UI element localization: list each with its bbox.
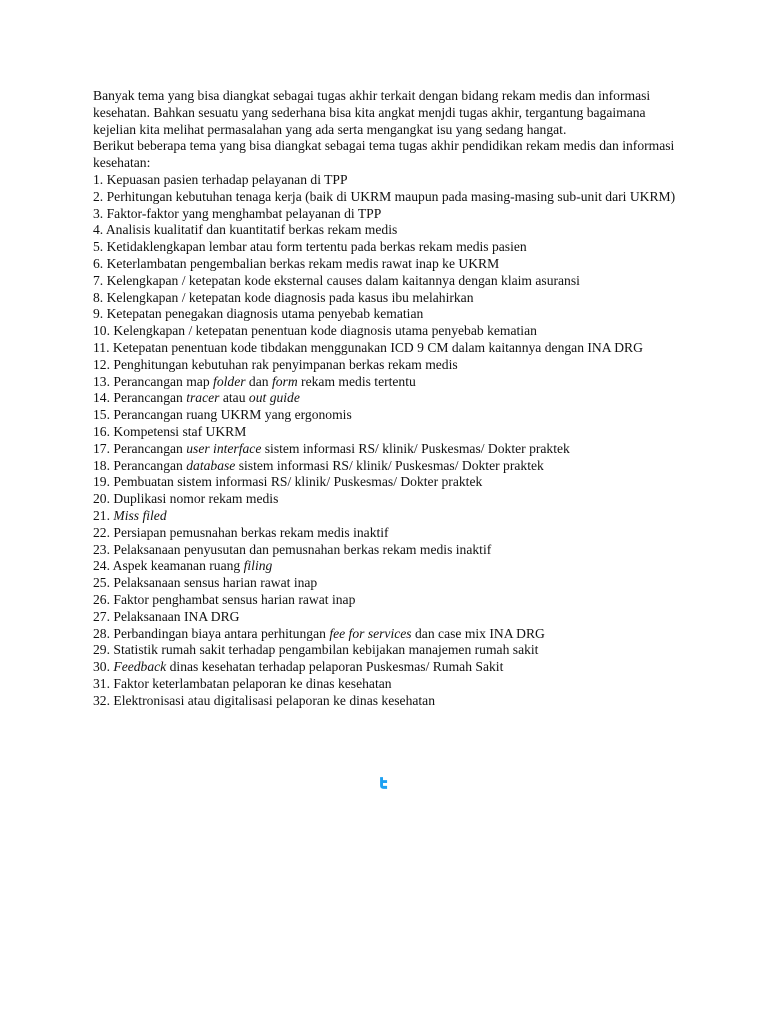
topic-list (93, 172, 683, 710)
topic-item-text: sistem informasi RS/ klinik/ Puskesmas/ Dokter praktek (235, 457, 544, 473)
topic-item (93, 424, 683, 441)
topic-item (93, 676, 683, 693)
topic-item-text: 5. Ketidaklengkapan lembar atau form tertentu pada berkas rekam medis pasien (93, 239, 527, 255)
topic-item-text: 20. Duplikasi nomor rekam medis (93, 491, 279, 507)
topic-item-text: dinas kesehatan terhadap pelaporan Puskesmas/ Rumah Sakit (166, 659, 504, 675)
intro-list-lead: Berikut beberapa tema yang bisa diangkat sebagai tema tugas akhir pendidikan rekam medis dan informasi kesehatan: (93, 138, 675, 171)
topic-item-text: 21. (93, 507, 114, 523)
topic-item-text: 18. Perancangan (93, 457, 187, 473)
topic-item-text: 29. Statistik rumah sakit terhadap pengambilan kebijakan manajemen rumah sakit (93, 642, 539, 658)
topic-item-text: sistem informasi RS/ klinik/ Puskesmas/ Dokter praktek (261, 440, 570, 456)
topic-item-text: 4. Analisis kualitatif dan kuantitatif berkas rekam medis (93, 222, 398, 238)
topic-item (93, 558, 683, 575)
topic-item (93, 525, 683, 542)
topic-item (93, 374, 683, 391)
topic-item-text: 13. Perancangan map (93, 373, 214, 389)
topic-item-text: 3. Faktor-faktor yang menghambat pelayanan di TPP (93, 205, 382, 221)
topic-item (93, 458, 683, 475)
topic-item-emphasis: database (186, 457, 236, 473)
topic-item (93, 659, 683, 676)
topic-item-text: 27. Pelaksanaan INA DRG (93, 608, 240, 624)
topic-item (93, 474, 683, 491)
intro-paragraph: Banyak tema yang bisa diangkat sebagai tugas akhir terkait dengan bidang rekam medis dan informasi kesehatan. Bahkan sesuatu yang sederhana bisa kita angkat menjdi tugas akhir, tergantung bagaimana kejelian kita melihat permasalahan yang ada serta mengangkat isu yang sedang hangat. (93, 88, 651, 137)
topic-item-text: 16. Kompetensi staf UKRM (93, 423, 247, 439)
topic-item-text: 25. Pelaksanaan sensus harian rawat inap (93, 575, 318, 591)
topic-item-text: 1. Kepuasan pasien terhadap pelayanan di TPP (93, 171, 348, 187)
topic-item (93, 609, 683, 626)
topic-item (93, 407, 683, 424)
topic-item-emphasis: filing (243, 558, 273, 574)
topic-item (93, 340, 683, 357)
topic-item-text: dan case mix INA DRG (411, 625, 545, 641)
topic-item-text: 22. Persiapan pemusnahan berkas rekam medis inaktif (93, 524, 389, 540)
topic-item-text: 31. Faktor keterlambatan pelaporan ke dinas kesehatan (93, 675, 392, 691)
topic-item (93, 290, 683, 307)
topic-item (93, 239, 683, 256)
topic-item (93, 256, 683, 273)
topic-item-emphasis: tracer (186, 390, 220, 406)
topic-item (93, 693, 683, 710)
topic-item (93, 626, 683, 643)
topic-item-emphasis: user interface (186, 440, 262, 456)
topic-item-text: 19. Pembuatan sistem informasi RS/ klinik/ Puskesmas/ Dokter praktek (93, 474, 483, 490)
topic-item-text: 30. (93, 659, 114, 675)
topic-item-text: 9. Ketepatan penegakan diagnosis utama penyebab kematian (93, 306, 424, 322)
topic-item-text: 24. Aspek keamanan ruang (93, 558, 244, 574)
topic-item (93, 592, 683, 609)
topic-item (93, 206, 683, 223)
topic-item-text: 15. Perancangan ruang UKRM yang ergonomis (93, 407, 352, 423)
topic-item-emphasis: form (271, 373, 298, 389)
topic-item-text: 11. Ketepatan penentuan kode tibdakan menggunakan ICD 9 CM dalam kaitannya dengan INA DRG (93, 339, 643, 355)
topic-item-text: atau (219, 390, 249, 406)
topic-item (93, 189, 683, 206)
topic-item-emphasis: out guide (248, 390, 300, 406)
topic-item (93, 357, 683, 374)
topic-item (93, 508, 683, 525)
topic-item-text: 28. Perbandingan biaya antara perhitungan (93, 625, 330, 641)
topic-item (93, 323, 683, 340)
topic-item-text: 32. Elektronisasi atau digitalisasi pelaporan ke dinas kesehatan (93, 692, 436, 708)
topic-item-emphasis: Feedback (113, 659, 167, 675)
topic-item (93, 306, 683, 323)
twitter-icon[interactable] (376, 776, 390, 790)
topic-item (93, 491, 683, 508)
topic-item-text: 7. Kelengkapan / ketepatan kode eksternal causes dalam kaitannya dengan klaim asuransi (93, 272, 580, 288)
topic-item-text: 2. Perhitungan kebutuhan tenaga kerja (baik di UKRM maupun pada masing-masing sub-unit dari UKRM) (93, 188, 676, 204)
topic-item (93, 642, 683, 659)
topic-item-text: 12. Penghitungan kebutuhan rak penyimpanan berkas rekam medis (93, 356, 458, 372)
topic-item-text: 8. Kelengkapan / ketepatan kode diagnosis pada kasus ibu melahirkan (93, 289, 474, 305)
topic-item-text: rekam medis tertentu (297, 373, 416, 389)
topic-item (93, 273, 683, 290)
topic-item (93, 542, 683, 559)
topic-item (93, 575, 683, 592)
topic-item-emphasis: fee for services (329, 625, 412, 641)
topic-item-text: dan (245, 373, 272, 389)
topic-item (93, 441, 683, 458)
document-body (93, 88, 683, 709)
topic-item-emphasis: folder (213, 373, 246, 389)
topic-item-text: 14. Perancangan (93, 390, 187, 406)
topic-item-text: 17. Perancangan (93, 440, 187, 456)
topic-item-text: 26. Faktor penghambat sensus harian rawat inap (93, 591, 356, 607)
topic-item-text: 10. Kelengkapan / ketepatan penentuan kode diagnosis utama penyebab kematian (93, 323, 537, 339)
topic-item-text: 6. Keterlambatan pengembalian berkas rekam medis rawat inap ke UKRM (93, 255, 500, 271)
topic-item (93, 222, 683, 239)
topic-item-emphasis: Miss filed (113, 507, 167, 523)
topic-item (93, 172, 683, 189)
topic-item-text: 23. Pelaksanaan penyusutan dan pemusnahan berkas rekam medis inaktif (93, 541, 492, 557)
topic-item (93, 390, 683, 407)
